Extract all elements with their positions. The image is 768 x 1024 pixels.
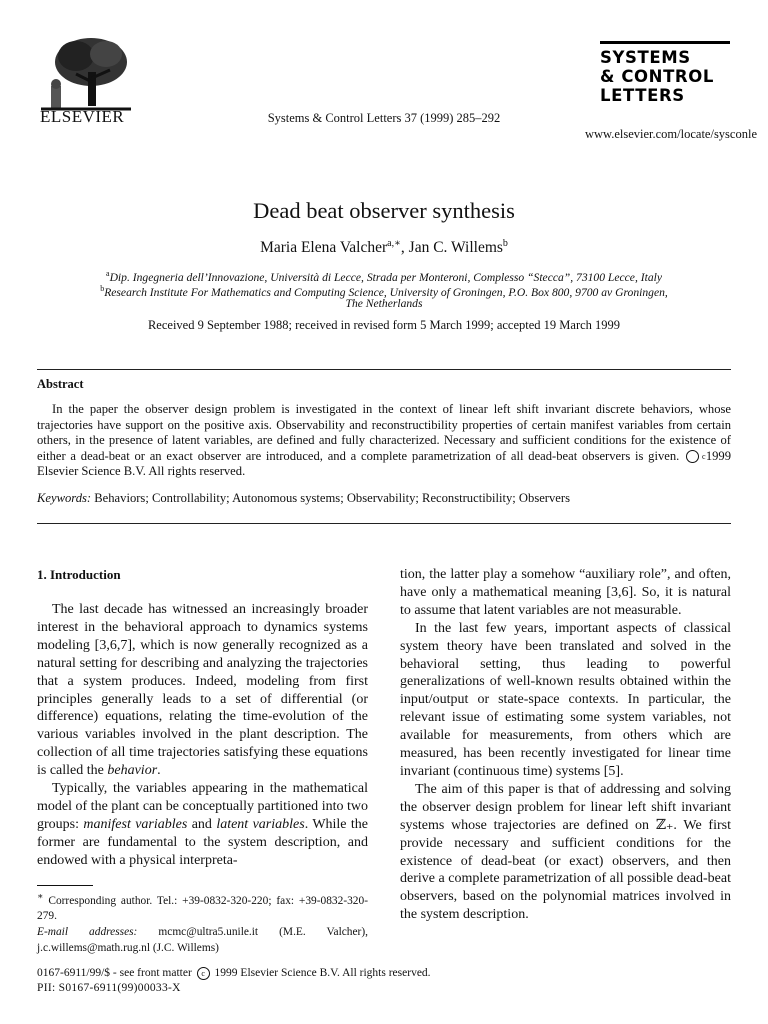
intro-paragraph-2-cont: tion, the latter play a somehow “auxiliary role”, and often, have only a mathematical meaning [3,6]. So, it is natural to assume that latent variables are not measurable.: [400, 567, 731, 618]
footnote-mark: ∗: [37, 892, 44, 902]
front-matter-line: [37, 967, 431, 980]
section-heading: 1. Introduction: [37, 567, 121, 582]
latent-term: latent variables: [216, 816, 305, 832]
keywords: [37, 491, 731, 506]
intro-paragraph-3: In the last few years, important aspects of classical system theory have been translated and solved in the behavioral setting, thus leading to powerful generalizations of well-known results obtained within the input/output or state-space contexts. In particular, the relevant issue of estimating some system variables, not available for measurements, from others which are measured, has been recently investigated for linear time invariant (continuous time) systems [5].: [400, 620, 731, 779]
abstract-body: In the paper the observer design problem is investigated in the context of linear left shift invariant discrete behaviors, whose trajectories have support on the positive axis. Observability and reconstructibility properties of certain manifest variables from certain others, in the presence of latent variables, are defined and fully characterized. Necessary and sufficient conditions for the existence of either a dead-beat or an exact observer are introduced, and a complete parametrization of all dead-beat observers is given.: [37, 402, 731, 463]
intro-paragraph-4: The aim of this paper is that of addressing and solving the observer design problem for linear left shift invariant systems whose trajectories are defined on ℤ₊. We first provide necessary and sufficient conditions for the existence of dead-beat (or exact) observers, and then derive a complete parametrization of all possible dead-beat observers, based on the polynomial matrices involved in the system description.: [400, 781, 731, 923]
affiliation-b-continued: The Netherlands: [345, 297, 423, 310]
abstract-heading: Abstract: [37, 377, 84, 391]
copyright-icon: c: [686, 450, 699, 463]
received-dates: Received 9 September 1988; received in revised form 5 March 1999; accepted 19 March 1999: [147, 318, 621, 332]
copyright-icon: c: [197, 967, 210, 980]
footnote-corresponding: ∗ Corresponding author. Tel.: +39-0832-320-220; fax: +39-0832-320-279.: [37, 892, 368, 923]
abstract-top-rule: [37, 369, 731, 370]
right-column: [400, 566, 731, 924]
behavior-term: behavior: [107, 763, 158, 779]
publisher-name: ELSEVIER: [40, 107, 125, 126]
pii-line: PII: S0167-6911(99)00033-X: [37, 982, 181, 994]
email-label: E-mail addresses:: [37, 925, 138, 938]
journal-brand-line-1: SYSTEMS: [600, 48, 691, 67]
paper-title: Dead beat observer synthesis: [253, 198, 515, 223]
author-2: Jan C. Willems: [408, 239, 503, 257]
author-separator: ,: [400, 239, 409, 257]
footer-copyright: 1999 Elsevier Science B.V. All rights reserved.: [214, 967, 431, 980]
journal-url[interactable]: www.elsevier.com/locate/sysconle: [584, 127, 757, 141]
journal-citation: Systems & Control Letters 37 (1999) 285–292: [267, 111, 501, 125]
author-1-marks: a,∗: [387, 238, 401, 249]
footnote-rule: [37, 885, 93, 886]
journal-brand: [600, 48, 714, 105]
keywords-list: Behaviors; Controllability; Autonomous systems; Observability; Reconstructibility; Observers: [94, 491, 570, 505]
journal-brand-line-3: LETTERS: [600, 86, 685, 105]
intro-paragraph-1: The last decade has witnessed an increasingly broader interest in the behavioral approach to dynamics systems modeling [3,6,7], which is now generally recognized as a natural setting for describing and analyzing the trajectories that a system produces. Indeed, modeling from first principles generally leads to a set of differential (or difference) equations, relating the time-evolution of the various variables involved in the plant description. The collection of all time trajectories satisfying these equations is called the behavior.: [37, 602, 368, 779]
affiliation-b-text: Research Institute For Mathematics and Computing Science, University of Groningen, P.O. Box 800, 9700 av Groningen,: [104, 285, 668, 299]
left-column: [37, 601, 368, 870]
affiliation-b-mark: b: [100, 284, 105, 293]
author-1: Maria Elena Valcher: [260, 239, 388, 257]
journal-brand-line-2: & CONTROL: [600, 67, 714, 86]
author-line: [0, 238, 768, 257]
elsevier-tree-logo: [36, 34, 136, 116]
footnote: [37, 890, 368, 956]
manifest-term: manifest variables: [83, 816, 188, 832]
footnote-emails: [37, 925, 368, 956]
abstract-text: [37, 402, 731, 480]
affiliation-a-text: Dip. Ingegneria dell’Innovazione, Università di Lecce, Strada per Monteroni, Complesso “Stecca”, 73100 Lecce, Italy: [109, 270, 662, 284]
author-2-marks: b: [502, 238, 508, 249]
abstract-copyright: 1999 Elsevier Science B.V. All rights reserved.: [37, 448, 731, 479]
keywords-label: Keywords:: [37, 491, 92, 505]
email-addresses[interactable]: mcmc@ultra5.unile.it (M.E. Valcher), j.c.willems@math.rug.nl (J.C. Willems): [37, 925, 368, 954]
affiliation-a-mark: a: [106, 269, 110, 278]
abstract-bottom-rule: [37, 523, 731, 524]
issn-text: 0167-6911/99/$ - see front matter: [37, 967, 192, 980]
journal-brand-rule: [600, 41, 730, 44]
intro-paragraph-2: Typically, the variables appearing in the mathematical model of the plant can be conceptually partitioned into two groups: manifest variables and latent variables. While the former are fundamental to the system description, and endowed with a physical interpreta-: [37, 781, 369, 868]
